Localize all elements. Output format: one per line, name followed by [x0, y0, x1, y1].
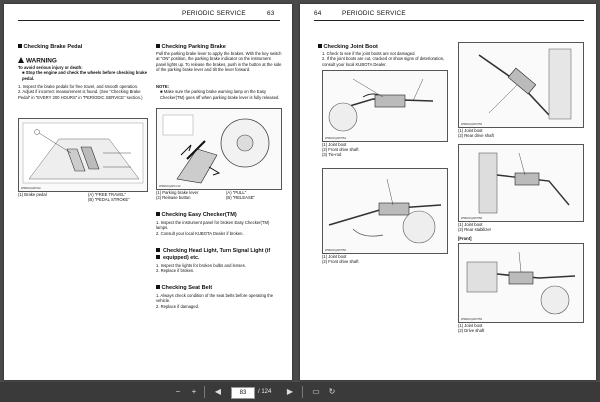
joint-boot-steps: 1. Check to see if the joint boots are not damaged. 2. If the joint boots are cut, cracked or show signs of deterioration, consult your local KUBOTA Dealer. [322, 51, 445, 67]
figure-4-captions: (1) Joint boot (2) Rear stabilizer [458, 222, 492, 233]
section-title-seat-belt: Checking Seat Belt [156, 285, 212, 291]
figure-code: WSM0CQAP01A [21, 187, 41, 190]
section-title-joint-boot: Checking Joint Boot [318, 44, 378, 50]
front-drive-shaft-illustration [323, 71, 447, 141]
warning-text: To avoid serious injury or death: ■ Stop the engine and check the wheels before checking brake pedal. [18, 65, 147, 81]
warning-box [18, 57, 57, 65]
parking-brake-text: Pull the parking brake lever to apply the brakes. With the key switch at "ON" position, the parking brake indicator on the instrument panel lights up. To release the brakes, push in the button at the side of the parking brake lever and tilt the lever forward. [156, 51, 282, 72]
rear-stabilizer-illustration [459, 145, 583, 221]
parking-brake-caption-left: (1) Parking brake lever (2) Release button [156, 190, 199, 201]
brake-pedal-caption-left: (1) Brake pedal [18, 192, 47, 197]
easy-checker-steps: 1. Inspect the instrument panel for broken Easy Checker(TM) lamps. 2. Consult your local KUBOTA Dealer if broken. [156, 220, 270, 236]
seat-belt-steps: 1. Always check condition of the seat belts before operating the vehicle. 2. Replace if damaged. [156, 293, 274, 309]
section-title-easy-checker: Checking Easy Checker(TM) [156, 212, 237, 218]
viewer-toolbar [0, 382, 600, 402]
figure-code: WSM0CQAP0759 [461, 318, 482, 321]
rotate-icon: ↻ [328, 387, 336, 396]
total-pages: / 124 [258, 389, 272, 395]
arrow-left-icon: ◀ [214, 387, 222, 396]
warning-icon [18, 57, 24, 63]
toolbar-divider [302, 386, 303, 398]
drive-shaft-illustration [459, 244, 583, 322]
fit-page-icon: ▭ [312, 387, 320, 396]
brake-pedal-figure [18, 118, 148, 192]
next-page-button[interactable] [284, 386, 296, 398]
figure-code: WSM0CQAP1C10 [159, 185, 181, 188]
page-header: PERIODIC SERVICE [182, 10, 246, 17]
figure-code: WSM0CQAP0754 [325, 137, 346, 140]
page-number-input[interactable]: 83 [231, 387, 255, 399]
figure-1-captions: (1) Joint boot (2) Front drive shaft (3) Tie-rod [322, 142, 359, 158]
figure-code: WSM0CQAP0755 [461, 123, 482, 126]
joint-boot-figure-3 [322, 168, 448, 254]
joint-boot-figure-4 [458, 144, 584, 222]
section-title-head-light: Checking Head Light, Turn Signal Light (if [156, 248, 270, 254]
header-rule [314, 20, 584, 21]
parking-brake-illustration [157, 109, 281, 189]
joint-boot-figure-5 [458, 243, 584, 323]
zoom-in-button[interactable] [188, 386, 200, 398]
head-light-steps: 1. Inspect the lights for broken bulbs and lenses. 2. Replace if broken. [156, 263, 246, 274]
page-number: 64 [314, 10, 322, 17]
page-header: PERIODIC SERVICE [342, 10, 406, 17]
section-title-parking-brake: Checking Parking Brake [156, 44, 226, 50]
brake-pedal-illustration [19, 119, 147, 191]
brake-pedal-caption-right: (A) "FREE TRAVEL" (B) "PEDAL STROKE" [88, 192, 130, 203]
rotate-button[interactable] [326, 386, 338, 398]
parking-brake-caption-right: (A) "PULL" (B) "RELEASE" [226, 190, 256, 201]
plus-icon: + [191, 387, 197, 396]
left-page [4, 4, 292, 380]
parking-brake-note: NOTE: ■ Make sure the parking brake warning lamp on the Easy Checker(TM) goes off when parking brake lever is fully released. [156, 84, 280, 100]
arrow-right-icon: ▶ [286, 387, 294, 396]
fit-page-button[interactable] [310, 386, 322, 398]
brake-pedal-steps: 1. Inspect the brake pedals for free travel, and smooth operation. 2. Adjust if incorrect measurement is found. (See "Checking Brake Pedal" in "EVERY 200 HOURS" in "PERIODIC SERVICE" section.) [18, 84, 143, 100]
zoom-out-button[interactable] [172, 386, 184, 398]
minus-icon: − [175, 387, 181, 396]
previous-page-button[interactable] [212, 386, 224, 398]
section-title-brake-pedal: Checking Brake Pedal [18, 44, 82, 50]
section-title-head-light-line2: equipped) etc. [156, 255, 200, 261]
front-drive-shaft-illustration-2 [323, 169, 447, 253]
page-number: 63 [267, 10, 275, 17]
figure-code: WSM0CQAP0756 [325, 249, 346, 252]
rear-drive-shaft-illustration [459, 43, 583, 127]
right-page [300, 4, 596, 380]
front-label: [Front] [458, 236, 472, 241]
toolbar-divider [204, 386, 205, 398]
figure-3-captions: (1) Joint boot (2) Front drive shaft [322, 254, 359, 265]
figure-5-captions: (1) Joint boot (2) Drive shaft [458, 323, 485, 334]
figure-2-captions: (1) Joint boot (2) Rear drive shaft [458, 128, 494, 139]
figure-code: WSM0CQAP0758 [461, 217, 482, 220]
joint-boot-figure-1 [322, 70, 448, 142]
header-rule [18, 20, 280, 21]
warning-title: WARNING [26, 57, 57, 65]
parking-brake-figure [156, 108, 282, 190]
joint-boot-figure-2 [458, 42, 584, 128]
